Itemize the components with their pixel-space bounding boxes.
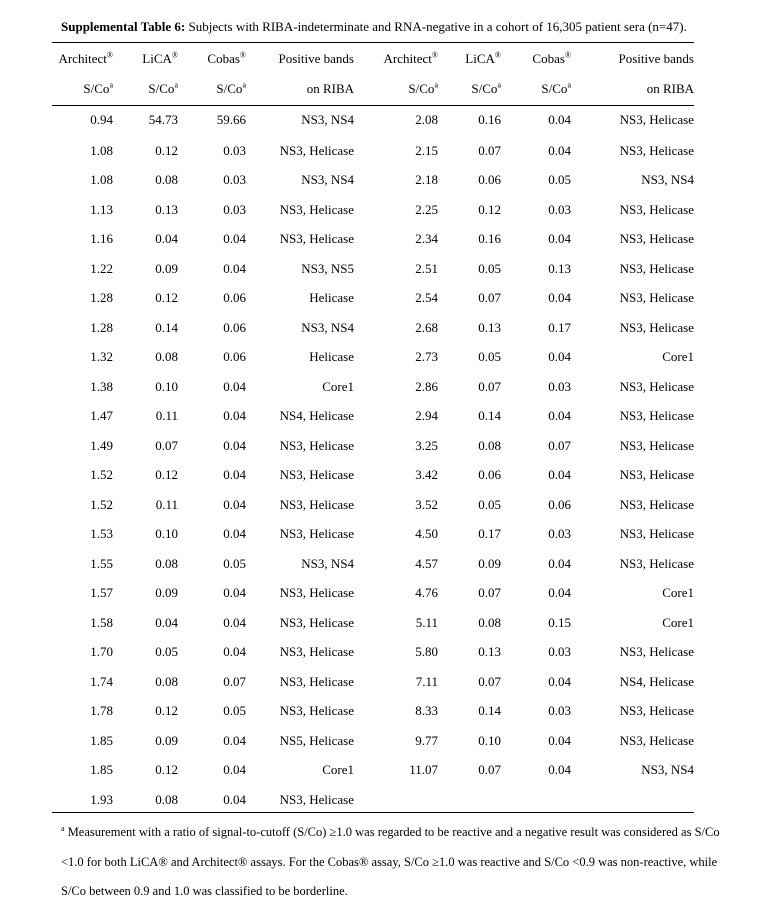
col-header-cobas-2: Cobas® xyxy=(532,50,571,66)
footnote-mark: a xyxy=(61,823,65,833)
cell-riba-bands: NS3, Helicase xyxy=(279,201,354,217)
table-footnote xyxy=(61,818,721,907)
cell-riba-bands-2: NS3, Helicase xyxy=(619,319,694,335)
cell-lica-2: 0.06 xyxy=(478,172,501,188)
cell-architect-2: 4.50 xyxy=(415,526,438,542)
cell-riba-bands-2: Core1 xyxy=(662,614,694,630)
cell-riba-bands-2: NS3, NS4 xyxy=(641,172,694,188)
cell-lica: 0.04 xyxy=(155,614,178,630)
cell-cobas-2: 0.04 xyxy=(548,762,571,778)
table-row xyxy=(52,372,694,402)
table-row xyxy=(52,431,694,461)
col-header-positive-bands-2: Positive bands xyxy=(618,51,694,66)
cell-lica: 0.12 xyxy=(155,703,178,719)
cell-cobas: 59.66 xyxy=(216,112,246,127)
table-row xyxy=(52,104,694,136)
cell-cobas-2: 0.04 xyxy=(548,290,571,306)
cell-riba-bands: NS3, NS4 xyxy=(301,555,354,571)
col-unit-riba-2: on RIBA xyxy=(646,81,694,96)
cell-architect-2: 2.25 xyxy=(415,201,438,217)
cell-lica-2: 0.08 xyxy=(478,614,501,630)
cell-cobas: 0.04 xyxy=(223,791,246,807)
cell-architect-2: 5.80 xyxy=(415,644,438,660)
cell-cobas-2: 0.04 xyxy=(548,585,571,601)
cell-cobas-2: 0.03 xyxy=(548,703,571,719)
cell-architect: 1.32 xyxy=(90,349,113,365)
cell-cobas-2: 0.04 xyxy=(548,467,571,483)
cell-riba-bands: NS3, Helicase xyxy=(279,791,354,807)
cell-cobas-2: 0.04 xyxy=(548,231,571,247)
cell-riba-bands-2: NS3, Helicase xyxy=(619,437,694,453)
cell-cobas: 0.04 xyxy=(223,408,246,424)
col-unit-cobas: S/Co$^a$ xyxy=(216,80,246,96)
cell-riba-bands-2: NS3, Helicase xyxy=(619,290,694,306)
table-row xyxy=(52,697,694,727)
cell-cobas-2: 0.04 xyxy=(548,408,571,424)
cell-architect: 1.28 xyxy=(90,290,113,306)
cell-architect: 1.49 xyxy=(90,437,113,453)
cell-architect: 1.52 xyxy=(90,496,113,512)
cell-architect: 1.93 xyxy=(90,791,113,807)
cell-architect-2: 9.77 xyxy=(415,732,438,748)
cell-lica-2: 0.16 xyxy=(478,112,501,127)
results-table xyxy=(52,44,694,815)
cell-riba-bands: NS3, Helicase xyxy=(279,673,354,689)
cell-riba-bands-2: Core1 xyxy=(662,585,694,601)
table-row xyxy=(52,225,694,255)
cell-architect: 0.94 xyxy=(90,112,113,127)
cell-lica-2: 0.17 xyxy=(478,526,501,542)
header-row-2 xyxy=(52,74,694,104)
cell-riba-bands-2: NS3, Helicase xyxy=(619,378,694,394)
cell-riba-bands-2: NS3, Helicase xyxy=(619,112,694,127)
col-header-architect-2: Architect® xyxy=(383,50,438,66)
cell-lica: 0.08 xyxy=(155,791,178,807)
cell-riba-bands-2 xyxy=(571,785,694,815)
cell-riba-bands-2: NS3, NS4 xyxy=(641,762,694,778)
table-row xyxy=(52,579,694,609)
cell-architect: 1.22 xyxy=(90,260,113,276)
cell-architect-2: 5.11 xyxy=(415,614,438,630)
cell-riba-bands: NS3, Helicase xyxy=(279,526,354,542)
table-row xyxy=(52,785,694,815)
cell-riba-bands: NS3, Helicase xyxy=(279,644,354,660)
cell-lica: 0.08 xyxy=(155,673,178,689)
col-unit-lica: S/Co$^a$ xyxy=(148,80,178,96)
cell-lica: 0.10 xyxy=(155,526,178,542)
cell-riba-bands-2: Core1 xyxy=(662,349,694,365)
cell-lica-2 xyxy=(438,785,501,815)
cell-cobas: 0.04 xyxy=(223,260,246,276)
cell-lica-2: 0.07 xyxy=(478,290,501,306)
cell-architect-2: 11.07 xyxy=(409,762,438,778)
cell-riba-bands: NS3, NS4 xyxy=(301,319,354,335)
cell-architect: 1.74 xyxy=(90,673,113,689)
cell-architect: 1.28 xyxy=(90,319,113,335)
table-row xyxy=(52,520,694,550)
cell-riba-bands-2: NS3, Helicase xyxy=(619,201,694,217)
cell-cobas: 0.06 xyxy=(223,349,246,365)
table-row xyxy=(52,490,694,520)
cell-architect-2: 3.52 xyxy=(415,496,438,512)
cell-cobas-2 xyxy=(501,785,571,815)
cell-lica-2: 0.05 xyxy=(478,349,501,365)
cell-riba-bands-2: NS3, Helicase xyxy=(619,526,694,542)
cell-architect: 1.53 xyxy=(90,526,113,542)
cell-cobas: 0.03 xyxy=(223,201,246,217)
cell-architect: 1.13 xyxy=(90,201,113,217)
col-header-cobas: Cobas® xyxy=(207,50,246,66)
cell-lica: 0.12 xyxy=(155,290,178,306)
table-row xyxy=(52,549,694,579)
cell-architect: 1.78 xyxy=(90,703,113,719)
cell-lica: 0.12 xyxy=(155,142,178,158)
cell-lica: 0.10 xyxy=(155,378,178,394)
cell-lica: 0.11 xyxy=(155,408,178,424)
table-row xyxy=(52,756,694,786)
cell-architect: 1.47 xyxy=(90,408,113,424)
cell-lica: 0.07 xyxy=(155,437,178,453)
cell-riba-bands: Core1 xyxy=(322,378,354,394)
cell-lica: 0.05 xyxy=(155,644,178,660)
cell-lica: 0.04 xyxy=(155,231,178,247)
col-header-architect: Architect® xyxy=(58,50,113,66)
cell-lica: 0.08 xyxy=(155,555,178,571)
cell-cobas: 0.04 xyxy=(223,231,246,247)
cell-architect: 1.55 xyxy=(90,555,113,571)
cell-lica-2: 0.05 xyxy=(478,496,501,512)
cell-architect-2: 7.11 xyxy=(415,673,438,689)
cell-cobas: 0.04 xyxy=(223,526,246,542)
cell-cobas-2: 0.04 xyxy=(548,349,571,365)
cell-architect-2: 4.76 xyxy=(415,585,438,601)
cell-cobas: 0.04 xyxy=(223,378,246,394)
col-unit-cobas-2: S/Co$^a$ xyxy=(541,80,571,96)
cell-architect-2: 2.08 xyxy=(415,112,438,127)
table-row xyxy=(52,313,694,343)
cell-cobas-2: 0.03 xyxy=(548,378,571,394)
cell-architect: 1.85 xyxy=(90,732,113,748)
cell-cobas-2: 0.07 xyxy=(548,437,571,453)
col-unit-architect: S/Co$^a$ xyxy=(83,80,113,96)
cell-lica-2: 0.08 xyxy=(478,437,501,453)
cell-lica: 0.14 xyxy=(155,319,178,335)
cell-cobas-2: 0.03 xyxy=(548,526,571,542)
cell-cobas: 0.04 xyxy=(223,585,246,601)
cell-riba-bands-2: NS3, Helicase xyxy=(619,142,694,158)
cell-riba-bands-2: NS3, Helicase xyxy=(619,231,694,247)
col-unit-architect-2: S/Co$^a$ xyxy=(408,80,438,96)
cell-riba-bands: NS3, Helicase xyxy=(279,437,354,453)
col-header-lica: LiCA® xyxy=(142,50,178,66)
cell-riba-bands-2: NS4, Helicase xyxy=(619,673,694,689)
table-row xyxy=(52,608,694,638)
cell-cobas: 0.04 xyxy=(223,496,246,512)
cell-riba-bands: NS3, Helicase xyxy=(279,585,354,601)
cell-cobas-2: 0.04 xyxy=(548,112,571,127)
cell-cobas: 0.04 xyxy=(223,644,246,660)
cell-lica-2: 0.16 xyxy=(478,231,501,247)
cell-lica: 0.09 xyxy=(155,260,178,276)
cell-lica: 0.09 xyxy=(155,732,178,748)
cell-cobas-2: 0.03 xyxy=(548,644,571,660)
cell-architect-2: 2.68 xyxy=(415,319,438,335)
table-row xyxy=(52,638,694,668)
cell-riba-bands-2: NS3, Helicase xyxy=(619,555,694,571)
cell-lica-2: 0.13 xyxy=(478,644,501,660)
cell-architect: 1.85 xyxy=(90,762,113,778)
cell-riba-bands-2: NS3, Helicase xyxy=(619,644,694,660)
cell-architect-2: 2.51 xyxy=(415,260,438,276)
cell-architect-2: 2.86 xyxy=(415,378,438,394)
cell-riba-bands-2: NS3, Helicase xyxy=(619,496,694,512)
cell-lica: 0.11 xyxy=(155,496,178,512)
table-row xyxy=(52,284,694,314)
cell-lica-2: 0.07 xyxy=(478,142,501,158)
table-row xyxy=(52,254,694,284)
cell-cobas-2: 0.04 xyxy=(548,673,571,689)
cell-architect: 1.52 xyxy=(90,467,113,483)
cell-cobas-2: 0.03 xyxy=(548,201,571,217)
cell-riba-bands: NS3, Helicase xyxy=(279,614,354,630)
cell-architect-2: 4.57 xyxy=(415,555,438,571)
cell-riba-bands: Helicase xyxy=(309,349,354,365)
header-row-1 xyxy=(52,44,694,74)
cell-riba-bands: Helicase xyxy=(309,290,354,306)
table-row xyxy=(52,166,694,196)
footnote-text: Measurement with a ratio of signal-to-cutoff (S/Co) ≥1.0 was regarded to be reactive and a negative result was considered as S/Co <1.0 for both LiCA® and Architect® assays. For the Cobas® assay, S/Co ≥1.0 was reactive and S/Co <0.9 was non-reactive, while S/Co between 0.9 and 1.0 was classified to be borderline. xyxy=(61,825,720,899)
cell-architect-2: 2.54 xyxy=(415,290,438,306)
cell-cobas: 0.03 xyxy=(223,142,246,158)
cell-architect: 1.57 xyxy=(90,585,113,601)
cell-architect-2: 2.73 xyxy=(415,349,438,365)
cell-cobas-2: 0.15 xyxy=(548,614,571,630)
cell-riba-bands: NS3, Helicase xyxy=(279,142,354,158)
cell-riba-bands: NS3, Helicase xyxy=(279,703,354,719)
caption-label: Supplemental Table 6: xyxy=(61,19,186,34)
cell-cobas-2: 0.04 xyxy=(548,142,571,158)
table-row xyxy=(52,195,694,225)
cell-architect-2 xyxy=(354,785,438,815)
table-caption xyxy=(61,18,761,35)
cell-cobas: 0.05 xyxy=(223,703,246,719)
cell-riba-bands: NS3, NS4 xyxy=(301,112,354,127)
col-unit-lica-2: S/Co$^a$ xyxy=(471,80,501,96)
cell-lica-2: 0.09 xyxy=(478,555,501,571)
cell-lica-2: 0.13 xyxy=(478,319,501,335)
cell-architect: 1.08 xyxy=(90,172,113,188)
cell-cobas: 0.04 xyxy=(223,614,246,630)
caption-text: Subjects with RIBA-indeterminate and RNA-negative in a cohort of 16,305 patient sera (n=47). xyxy=(185,19,687,34)
table-row xyxy=(52,136,694,166)
cell-cobas: 0.07 xyxy=(223,673,246,689)
cell-cobas: 0.05 xyxy=(223,555,246,571)
cell-cobas: 0.04 xyxy=(223,762,246,778)
cell-riba-bands: Core1 xyxy=(322,762,354,778)
col-unit-riba: on RIBA xyxy=(306,81,354,96)
cell-architect-2: 2.18 xyxy=(415,172,438,188)
cell-riba-bands: NS3, NS5 xyxy=(301,260,354,276)
cell-lica-2: 0.05 xyxy=(478,260,501,276)
col-header-positive-bands: Positive bands xyxy=(278,51,354,66)
cell-lica-2: 0.07 xyxy=(478,673,501,689)
cell-lica-2: 0.14 xyxy=(478,703,501,719)
cell-cobas: 0.06 xyxy=(223,290,246,306)
cell-architect: 1.08 xyxy=(90,142,113,158)
cell-riba-bands: NS5, Helicase xyxy=(279,732,354,748)
cell-architect-2: 2.15 xyxy=(415,142,438,158)
cell-riba-bands-2: NS3, Helicase xyxy=(619,703,694,719)
cell-riba-bands: NS3, Helicase xyxy=(279,231,354,247)
cell-lica: 54.73 xyxy=(148,112,178,127)
cell-architect-2: 3.42 xyxy=(415,467,438,483)
cell-lica-2: 0.07 xyxy=(478,762,501,778)
cell-architect: 1.58 xyxy=(90,614,113,630)
cell-architect: 1.16 xyxy=(90,231,113,247)
cell-cobas: 0.03 xyxy=(223,172,246,188)
col-header-lica-2: LiCA® xyxy=(465,50,501,66)
cell-cobas: 0.04 xyxy=(223,732,246,748)
table-row xyxy=(52,667,694,697)
cell-cobas-2: 0.17 xyxy=(548,319,571,335)
cell-cobas-2: 0.04 xyxy=(548,555,571,571)
cell-cobas: 0.06 xyxy=(223,319,246,335)
cell-architect-2: 2.34 xyxy=(415,231,438,247)
cell-lica: 0.08 xyxy=(155,349,178,365)
table-row xyxy=(52,402,694,432)
cell-riba-bands-2: NS3, Helicase xyxy=(619,408,694,424)
cell-lica-2: 0.12 xyxy=(478,201,501,217)
cell-riba-bands-2: NS3, Helicase xyxy=(619,467,694,483)
cell-lica-2: 0.07 xyxy=(478,585,501,601)
top-rule xyxy=(52,42,694,43)
cell-architect-2: 8.33 xyxy=(415,703,438,719)
cell-lica-2: 0.10 xyxy=(478,732,501,748)
cell-lica: 0.12 xyxy=(155,467,178,483)
cell-riba-bands: NS3, NS4 xyxy=(301,172,354,188)
cell-architect-2: 3.25 xyxy=(415,437,438,453)
table-row xyxy=(52,461,694,491)
cell-architect: 1.38 xyxy=(90,378,113,394)
cell-lica: 0.13 xyxy=(155,201,178,217)
cell-riba-bands: NS3, Helicase xyxy=(279,496,354,512)
cell-riba-bands-2: NS3, Helicase xyxy=(619,260,694,276)
table-body xyxy=(52,104,694,815)
cell-lica: 0.09 xyxy=(155,585,178,601)
table-row xyxy=(52,343,694,373)
cell-cobas-2: 0.04 xyxy=(548,732,571,748)
cell-cobas-2: 0.05 xyxy=(548,172,571,188)
cell-cobas-2: 0.13 xyxy=(548,260,571,276)
cell-lica: 0.12 xyxy=(155,762,178,778)
cell-architect: 1.70 xyxy=(90,644,113,660)
cell-cobas: 0.04 xyxy=(223,467,246,483)
table-row xyxy=(52,726,694,756)
cell-lica: 0.08 xyxy=(155,172,178,188)
cell-lica-2: 0.14 xyxy=(478,408,501,424)
cell-riba-bands: NS4, Helicase xyxy=(279,408,354,424)
cell-cobas-2: 0.06 xyxy=(548,496,571,512)
cell-cobas: 0.04 xyxy=(223,437,246,453)
cell-riba-bands-2: NS3, Helicase xyxy=(619,732,694,748)
cell-architect-2: 2.94 xyxy=(415,408,438,424)
cell-riba-bands: NS3, Helicase xyxy=(279,467,354,483)
cell-lica-2: 0.06 xyxy=(478,467,501,483)
cell-lica-2: 0.07 xyxy=(478,378,501,394)
